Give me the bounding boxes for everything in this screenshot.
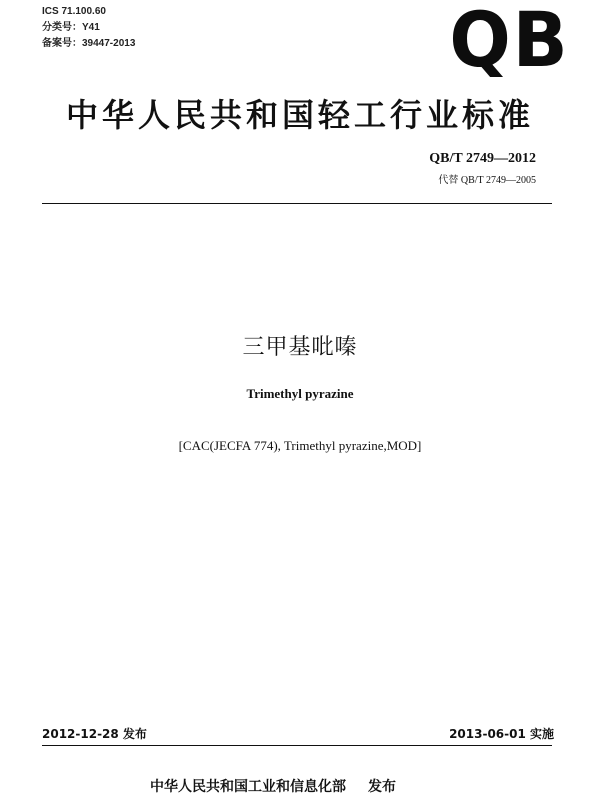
standard-metadata [42,4,135,52]
replaces-standard: 代替 QB/T 2749—2005 [438,175,536,186]
adoption-note: [CAC(JECFA 774), Trimethyl pyrazine,MOD] [178,438,422,453]
publisher-name: 中华人民共和国工业和信息化部 [150,779,346,795]
ics-code: ICS 71.100.60 [42,6,106,17]
org-title: 中华人民共和国轻工行业标准 [65,96,534,134]
implementation-date: 2013-06-01 实施 [449,727,554,741]
record-number: 备案号：39447-2013 [42,38,136,49]
document-title-cn: 三甲基吡嗪 [242,335,358,360]
qb-logo: QB [449,0,570,84]
standard-number: QB/T 2749—2012 [429,151,536,166]
document-title-en: Trimethyl pyrazine [246,386,354,401]
classification-number: 分类号：Y41 [42,22,100,33]
publisher-line [150,776,396,796]
bottom-divider [42,745,552,746]
publisher-action: 发布 [368,779,396,795]
top-divider [42,203,552,204]
issue-date: 2012-12-28 发布 [42,727,147,741]
